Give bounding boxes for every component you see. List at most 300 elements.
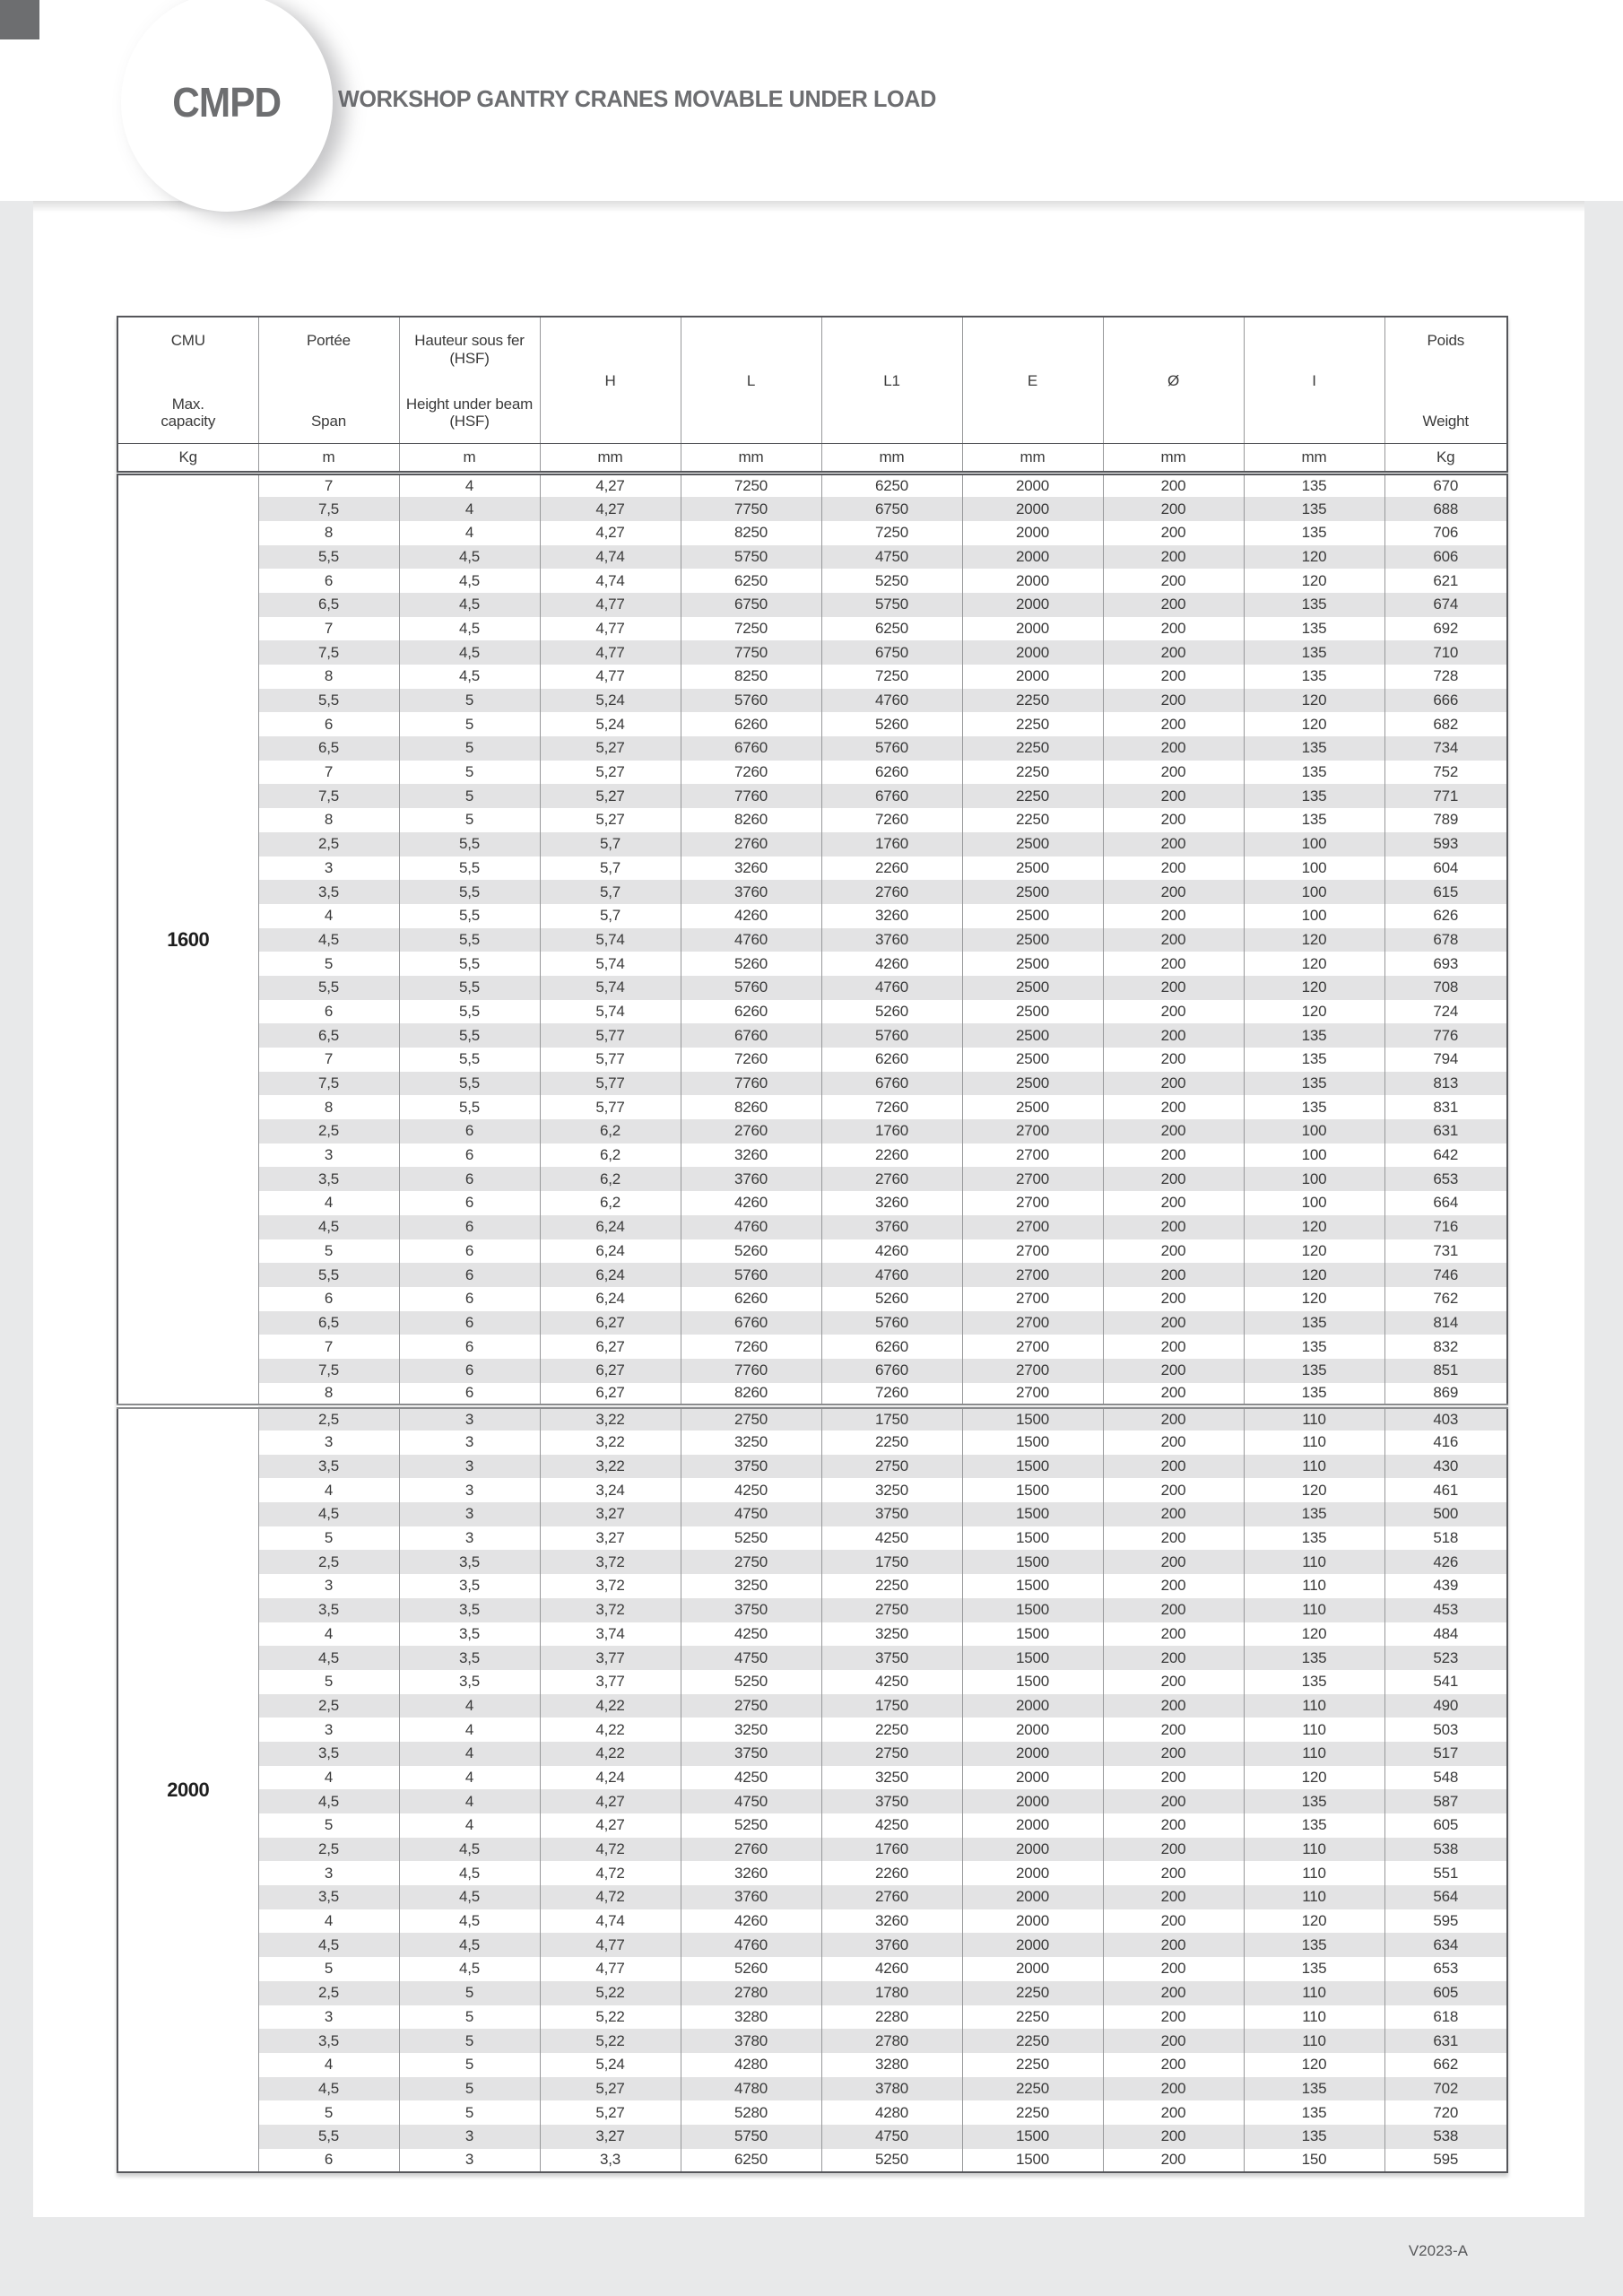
unit-cell: mm [1103, 444, 1244, 474]
data-cell: 4 [399, 1742, 540, 1766]
data-cell: 200 [1103, 1502, 1244, 1526]
table-row [117, 1144, 1507, 1168]
data-cell: 200 [1103, 1574, 1244, 1598]
data-cell: 5 [258, 1526, 399, 1551]
data-cell: 135 [1244, 1670, 1384, 1694]
data-cell: 3760 [681, 1885, 821, 1909]
data-cell: 100 [1244, 880, 1384, 904]
data-cell: 5760 [821, 736, 962, 761]
data-cell: 4780 [681, 2077, 821, 2101]
data-cell: 6,27 [540, 1383, 681, 1407]
data-cell: 200 [1103, 1000, 1244, 1024]
data-cell: 538 [1384, 2125, 1507, 2149]
data-cell: 6 [399, 1215, 540, 1239]
data-cell: 3 [258, 1431, 399, 1455]
data-cell: 200 [1103, 1742, 1244, 1766]
data-cell: 5,5 [399, 1000, 540, 1024]
data-cell: 2750 [821, 1742, 962, 1766]
table-row [117, 1526, 1507, 1551]
column-header-i [1244, 317, 1384, 444]
data-cell: 120 [1244, 952, 1384, 976]
data-cell: 200 [1103, 1406, 1244, 1431]
table-row [117, 497, 1507, 521]
data-cell: 4,72 [540, 1838, 681, 1862]
data-cell: 1500 [962, 1670, 1103, 1694]
data-cell: 6260 [681, 1000, 821, 1024]
data-cell: 587 [1384, 1789, 1507, 1813]
data-cell: 5260 [681, 1957, 821, 1981]
data-cell: 1500 [962, 1455, 1103, 1479]
data-cell: 1500 [962, 1502, 1103, 1526]
column-label-en: Height under beam (HSF) [405, 395, 534, 430]
data-cell: 2,5 [258, 832, 399, 857]
table-row [117, 1622, 1507, 1647]
brand-logo-circle [121, 0, 333, 212]
data-cell: 5,27 [540, 2100, 681, 2125]
table-row [117, 1048, 1507, 1072]
data-cell: 5250 [681, 1670, 821, 1694]
data-cell: 5,24 [540, 2053, 681, 2077]
data-cell: 2,5 [258, 1981, 399, 2005]
column-header-span [258, 317, 399, 444]
data-cell: 5,22 [540, 2005, 681, 2030]
data-cell: 5,27 [540, 761, 681, 785]
data-cell: 776 [1384, 1023, 1507, 1048]
data-cell: 200 [1103, 2005, 1244, 2030]
data-cell: 4250 [681, 1766, 821, 1790]
data-cell: 7260 [681, 1335, 821, 1359]
data-cell: 1500 [962, 1598, 1103, 1622]
data-cell: 5260 [681, 1239, 821, 1264]
data-cell: 2000 [962, 474, 1103, 498]
table-row [117, 545, 1507, 570]
data-cell: 110 [1244, 1718, 1384, 1742]
data-cell: 5 [258, 1670, 399, 1694]
table-row [117, 2005, 1507, 2030]
data-cell: 4250 [681, 1478, 821, 1502]
data-cell: 6260 [821, 1335, 962, 1359]
data-cell: 3,3 [540, 2149, 681, 2173]
unit-cell: mm [681, 444, 821, 474]
data-cell: 5760 [681, 1263, 821, 1287]
data-cell: 200 [1103, 736, 1244, 761]
data-cell: 3,77 [540, 1670, 681, 1694]
table-row [117, 1311, 1507, 1335]
data-cell: 3250 [821, 1478, 962, 1502]
data-cell: 6,27 [540, 1335, 681, 1359]
data-cell: 8250 [681, 665, 821, 689]
data-cell: 4250 [821, 1526, 962, 1551]
data-cell: 653 [1384, 1957, 1507, 1981]
data-cell: 6,24 [540, 1287, 681, 1311]
data-cell: 693 [1384, 952, 1507, 976]
data-cell: 3 [399, 1455, 540, 1479]
data-cell: 5,27 [540, 784, 681, 808]
data-cell: 4760 [821, 689, 962, 713]
data-cell: 674 [1384, 593, 1507, 617]
data-cell: 490 [1384, 1694, 1507, 1718]
data-cell: 200 [1103, 1215, 1244, 1239]
data-cell: 3760 [681, 1167, 821, 1191]
data-cell: 3750 [681, 1742, 821, 1766]
data-cell: 5750 [681, 545, 821, 570]
table-row [117, 1119, 1507, 1144]
data-cell: 653 [1384, 1167, 1507, 1191]
brand-corner-square [0, 0, 39, 39]
data-cell: 120 [1244, 1239, 1384, 1264]
data-cell: 2000 [962, 569, 1103, 593]
data-cell: 3,5 [399, 1622, 540, 1647]
data-cell: 135 [1244, 593, 1384, 617]
data-cell: 1500 [962, 1431, 1103, 1455]
data-cell: 135 [1244, 1023, 1384, 1048]
data-cell: 5750 [821, 593, 962, 617]
table-row [117, 904, 1507, 928]
table-row [117, 1287, 1507, 1311]
data-cell: 4,5 [399, 617, 540, 641]
data-cell: 6,2 [540, 1119, 681, 1144]
data-cell: 2260 [821, 1861, 962, 1885]
data-cell: 5,5 [399, 952, 540, 976]
data-cell: 200 [1103, 1766, 1244, 1790]
data-cell: 200 [1103, 1191, 1244, 1215]
data-cell: 2000 [962, 545, 1103, 570]
data-cell: 3 [399, 1502, 540, 1526]
data-cell: 135 [1244, 665, 1384, 689]
data-cell: 200 [1103, 1526, 1244, 1551]
data-cell: 3760 [821, 1933, 962, 1957]
data-cell: 3 [399, 1478, 540, 1502]
table-row [117, 976, 1507, 1000]
table-row [117, 1933, 1507, 1957]
data-cell: 4,5 [399, 640, 540, 665]
data-cell: 2500 [962, 880, 1103, 904]
data-cell: 716 [1384, 1215, 1507, 1239]
table-row [117, 1095, 1507, 1119]
data-cell: 200 [1103, 1861, 1244, 1885]
data-cell: 150 [1244, 2149, 1384, 2173]
data-cell: 2760 [681, 1838, 821, 1862]
data-cell: 6 [399, 1239, 540, 1264]
data-cell: 6 [258, 1000, 399, 1024]
data-cell: 4,74 [540, 1909, 681, 1934]
table-row [117, 712, 1507, 736]
data-cell: 110 [1244, 1885, 1384, 1909]
data-cell: 5760 [681, 976, 821, 1000]
data-cell: 5 [399, 1981, 540, 2005]
data-cell: 2250 [962, 808, 1103, 832]
data-cell: 3 [258, 1861, 399, 1885]
footer-version: V2023-A [1408, 2242, 1468, 2259]
data-cell: 813 [1384, 1072, 1507, 1096]
data-cell: 200 [1103, 593, 1244, 617]
data-cell: 4,27 [540, 1789, 681, 1813]
data-cell: 200 [1103, 1933, 1244, 1957]
data-cell: 4,72 [540, 1885, 681, 1909]
data-cell: 5,5 [399, 857, 540, 881]
data-cell: 2780 [821, 2029, 962, 2053]
data-cell: 794 [1384, 1048, 1507, 1072]
data-cell: 5 [258, 1239, 399, 1264]
data-cell: 8 [258, 808, 399, 832]
data-cell: 2250 [962, 736, 1103, 761]
data-cell: 2700 [962, 1359, 1103, 1383]
data-cell: 814 [1384, 1311, 1507, 1335]
data-cell: 724 [1384, 1000, 1507, 1024]
data-cell: 135 [1244, 1502, 1384, 1526]
data-cell: 4,5 [258, 928, 399, 952]
unit-cell: mm [1244, 444, 1384, 474]
data-cell: 4760 [681, 1215, 821, 1239]
data-cell: 4,5 [399, 665, 540, 689]
data-cell: 1780 [821, 1981, 962, 2005]
data-cell: 3 [258, 1574, 399, 1598]
data-cell: 4 [258, 904, 399, 928]
table-row [117, 617, 1507, 641]
data-cell: 3780 [821, 2077, 962, 2101]
spec-table-head [117, 317, 1507, 474]
data-cell: 426 [1384, 1550, 1507, 1574]
data-cell: 517 [1384, 1742, 1507, 1766]
data-cell: 4280 [821, 2100, 962, 2125]
data-cell: 3780 [681, 2029, 821, 2053]
data-cell: 200 [1103, 1431, 1244, 1455]
data-cell: 2500 [962, 832, 1103, 857]
data-cell: 4,5 [258, 1933, 399, 1957]
column-label-en: Weight [1422, 413, 1469, 430]
data-cell: 4,27 [540, 521, 681, 545]
data-cell: 3,72 [540, 1550, 681, 1574]
data-cell: 200 [1103, 2053, 1244, 2077]
table-row [117, 1263, 1507, 1287]
data-cell: 430 [1384, 1455, 1507, 1479]
data-cell: 120 [1244, 1000, 1384, 1024]
data-cell: 706 [1384, 521, 1507, 545]
data-cell: 2250 [962, 2029, 1103, 2053]
data-cell: 4,77 [540, 1957, 681, 1981]
data-cell: 5,5 [399, 1072, 540, 1096]
data-cell: 4250 [821, 1813, 962, 1838]
data-cell: 731 [1384, 1239, 1507, 1264]
data-cell: 8 [258, 665, 399, 689]
data-cell: 200 [1103, 880, 1244, 904]
data-cell: 200 [1103, 1023, 1244, 1048]
data-cell: 4,77 [540, 617, 681, 641]
data-cell: 135 [1244, 736, 1384, 761]
data-cell: 200 [1103, 640, 1244, 665]
data-cell: 3250 [821, 1622, 962, 1647]
data-cell: 4260 [821, 1239, 962, 1264]
table-row [117, 689, 1507, 713]
column-label-en: Span [311, 413, 346, 430]
data-cell: 2000 [962, 1813, 1103, 1838]
data-cell: 728 [1384, 665, 1507, 689]
data-cell: 6760 [681, 1023, 821, 1048]
data-cell: 642 [1384, 1144, 1507, 1168]
table-row [117, 1742, 1507, 1766]
spec-table-body [117, 474, 1507, 2173]
data-cell: 789 [1384, 808, 1507, 832]
data-cell: 2500 [962, 1048, 1103, 1072]
data-cell: 500 [1384, 1502, 1507, 1526]
data-cell: 5 [399, 2029, 540, 2053]
data-cell: 4 [258, 1478, 399, 1502]
data-cell: 831 [1384, 1095, 1507, 1119]
data-cell: 2000 [962, 665, 1103, 689]
data-cell: 2700 [962, 1239, 1103, 1264]
data-cell: 869 [1384, 1383, 1507, 1407]
data-cell: 5,5 [258, 976, 399, 1000]
data-cell: 4,5 [399, 1885, 540, 1909]
column-header-weight [1384, 317, 1507, 444]
data-cell: 5,5 [399, 1048, 540, 1072]
data-cell: 720 [1384, 2100, 1507, 2125]
data-cell: 6 [399, 1167, 540, 1191]
column-header-row [117, 317, 1507, 444]
data-cell: 200 [1103, 1550, 1244, 1574]
data-cell: 1500 [962, 1550, 1103, 1574]
data-cell: 2000 [962, 1742, 1103, 1766]
data-cell: 5,77 [540, 1023, 681, 1048]
data-cell: 2000 [962, 1718, 1103, 1742]
data-cell: 5260 [681, 952, 821, 976]
table-row [117, 761, 1507, 785]
data-cell: 670 [1384, 474, 1507, 498]
data-cell: 5,7 [540, 832, 681, 857]
data-cell: 7760 [681, 1359, 821, 1383]
data-cell: 5 [399, 808, 540, 832]
data-cell: 2750 [681, 1550, 821, 1574]
data-cell: 3 [399, 1431, 540, 1455]
data-cell: 2,5 [258, 1119, 399, 1144]
data-cell: 6,5 [258, 736, 399, 761]
data-cell: 3250 [821, 1766, 962, 1790]
data-cell: 200 [1103, 1095, 1244, 1119]
unit-cell: mm [821, 444, 962, 474]
data-cell: 2000 [962, 1957, 1103, 1981]
data-cell: 200 [1103, 1167, 1244, 1191]
data-cell: 1500 [962, 1574, 1103, 1598]
data-cell: 6260 [821, 1048, 962, 1072]
data-cell: 135 [1244, 2077, 1384, 2101]
data-cell: 200 [1103, 857, 1244, 881]
data-cell: 6 [399, 1287, 540, 1311]
data-cell: 4,24 [540, 1766, 681, 1790]
data-cell: 551 [1384, 1861, 1507, 1885]
data-cell: 3,5 [258, 1455, 399, 1479]
data-cell: 3250 [681, 1431, 821, 1455]
data-cell: 3,5 [258, 1167, 399, 1191]
data-cell: 7750 [681, 497, 821, 521]
data-cell: 762 [1384, 1287, 1507, 1311]
data-cell: 5,5 [399, 928, 540, 952]
data-cell: 2,5 [258, 1550, 399, 1574]
data-cell: 6,5 [258, 1311, 399, 1335]
data-cell: 8260 [681, 1383, 821, 1407]
data-cell: 4,5 [258, 1789, 399, 1813]
data-cell: 3760 [821, 1215, 962, 1239]
data-cell: 7,5 [258, 1072, 399, 1096]
data-cell: 200 [1103, 2100, 1244, 2125]
data-cell: 1500 [962, 2125, 1103, 2149]
data-cell: 6 [399, 1191, 540, 1215]
data-cell: 4 [258, 1191, 399, 1215]
data-cell: 7,5 [258, 1359, 399, 1383]
data-cell: 120 [1244, 1215, 1384, 1239]
data-cell: 2780 [681, 1981, 821, 2005]
data-cell: 692 [1384, 617, 1507, 641]
data-cell: 2250 [962, 2053, 1103, 2077]
data-cell: 4,74 [540, 569, 681, 593]
data-cell: 2,5 [258, 1838, 399, 1862]
data-cell: 6 [399, 1335, 540, 1359]
data-cell: 200 [1103, 1670, 1244, 1694]
data-cell: 135 [1244, 1526, 1384, 1551]
data-cell: 135 [1244, 1789, 1384, 1813]
data-cell: 200 [1103, 1622, 1244, 1647]
data-cell: 100 [1244, 1167, 1384, 1191]
data-cell: 100 [1244, 1144, 1384, 1168]
data-cell: 2750 [821, 1598, 962, 1622]
data-cell: 5250 [821, 2149, 962, 2173]
data-cell: 6750 [681, 593, 821, 617]
data-cell: 4,77 [540, 593, 681, 617]
table-row [117, 1023, 1507, 1048]
data-cell: 120 [1244, 569, 1384, 593]
data-cell: 3 [399, 1526, 540, 1551]
data-cell: 5,74 [540, 928, 681, 952]
data-cell: 135 [1244, 761, 1384, 785]
data-cell: 200 [1103, 1455, 1244, 1479]
table-row [117, 1718, 1507, 1742]
data-cell: 5,5 [399, 1095, 540, 1119]
data-cell: 5,22 [540, 1981, 681, 2005]
data-cell: 664 [1384, 1191, 1507, 1215]
data-cell: 678 [1384, 928, 1507, 952]
data-cell: 5 [399, 736, 540, 761]
data-cell: 5 [399, 2077, 540, 2101]
data-cell: 7260 [821, 1095, 962, 1119]
data-cell: 1500 [962, 1646, 1103, 1670]
data-cell: 5 [399, 784, 540, 808]
data-cell: 2000 [962, 1766, 1103, 1790]
unit-cell: mm [540, 444, 681, 474]
data-cell: 200 [1103, 474, 1244, 498]
data-cell: 453 [1384, 1598, 1507, 1622]
column-header-cmu [117, 317, 258, 444]
data-cell: 6750 [821, 497, 962, 521]
data-cell: 4,27 [540, 497, 681, 521]
data-cell: 2,5 [258, 1694, 399, 1718]
data-cell: 6250 [681, 2149, 821, 2173]
data-cell: 200 [1103, 952, 1244, 976]
data-cell: 120 [1244, 1622, 1384, 1647]
data-cell: 1750 [821, 1694, 962, 1718]
data-cell: 6 [258, 2149, 399, 2173]
data-cell: 2500 [962, 952, 1103, 976]
data-cell: 2760 [821, 1885, 962, 1909]
table-row [117, 665, 1507, 689]
data-cell: 7 [258, 761, 399, 785]
data-cell: 5 [258, 2100, 399, 2125]
data-cell: 2280 [821, 2005, 962, 2030]
data-cell: 5,22 [540, 2029, 681, 2053]
data-cell: 110 [1244, 1838, 1384, 1862]
data-cell: 6 [399, 1119, 540, 1144]
data-cell: 6760 [821, 1359, 962, 1383]
data-cell: 2700 [962, 1335, 1103, 1359]
data-cell: 200 [1103, 2125, 1244, 2149]
